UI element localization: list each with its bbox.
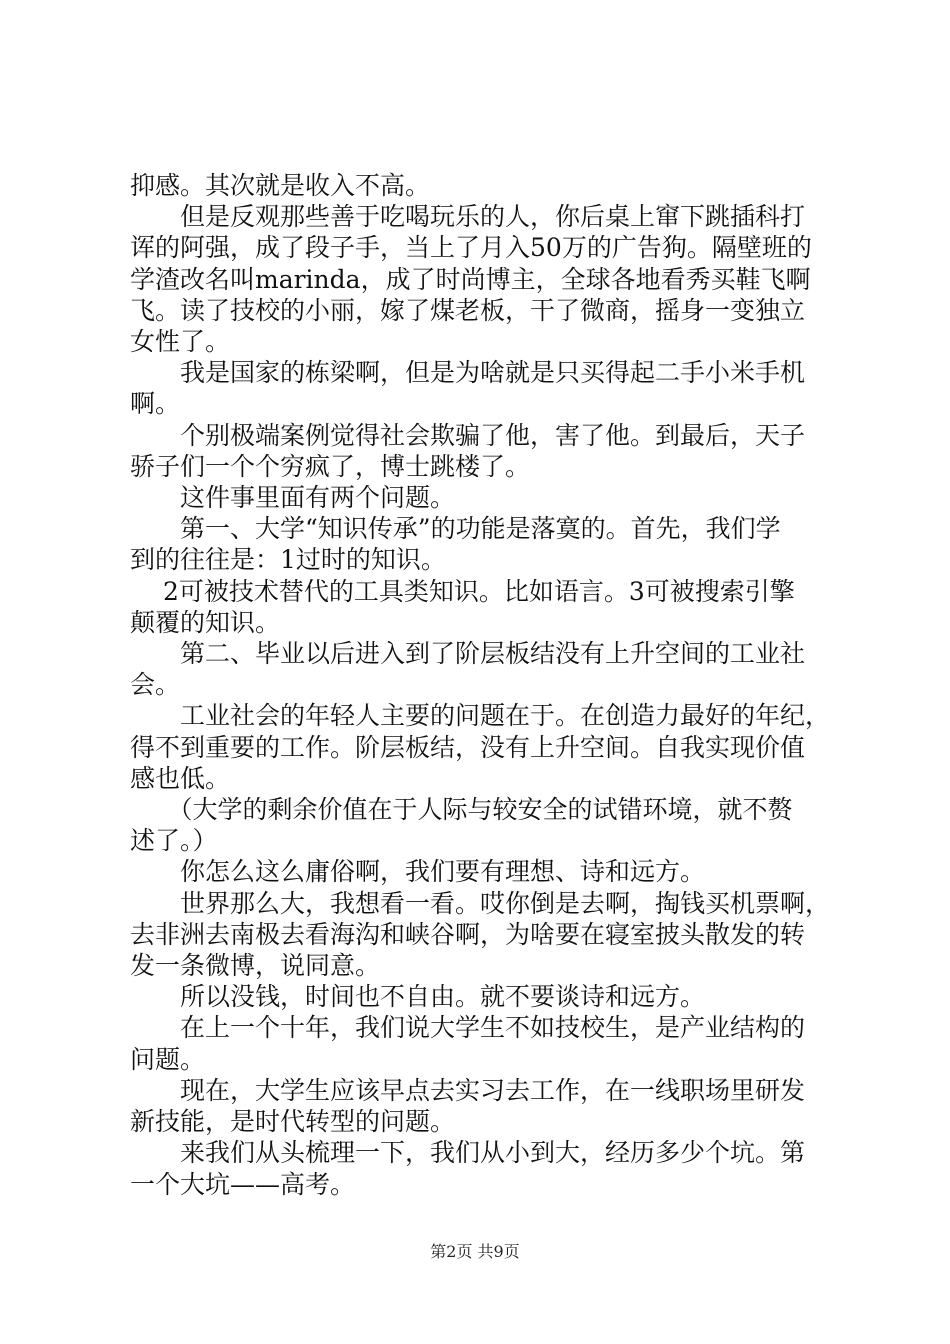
paragraph: 抑感。其次就是收入不高。 xyxy=(130,171,431,200)
paragraph: 工业社会的年轻人主要的问题在于。在创造力最好的年纪， 得不到重要的工作。阶层板结，没有上升空间。自我实现价值 感也低。 xyxy=(130,701,831,793)
paragraph: 在上一个十年，我们说大学生不如技校生，是产业结构的 问题。 xyxy=(130,1013,806,1074)
paragraph: 我是国家的栋梁啊，但是为啥就是只买得起二手小米手机 啊。 xyxy=(130,358,806,419)
paragraph: 这件事里面有两个问题。 xyxy=(130,483,456,513)
document-body xyxy=(130,170,830,1200)
page-number-footer: 第2页 共9页 xyxy=(430,1242,520,1261)
paragraph: 来我们从头梳理一下，我们从小到大，经历多少个坑。第 一个大坑——高考。 xyxy=(130,1138,806,1199)
paragraph: （大学的剩余价值在于人际与较安全的试错环境，就不赘 述了。） xyxy=(130,795,793,856)
paragraph: 现在，大学生应该早点去实习去工作，在一线职场里研发 新技能，是时代转型的问题。 xyxy=(130,1075,806,1137)
paragraph: 但是反观那些善于吃喝玩乐的人，你后桌上窜下跳插科打 诨的阿强，成了段子手，当上了月入50万的广告狗。隔壁班的 学渣改名叫marinda，成了时尚博主，全球各地看秀买鞋飞啊 飞。读了技校的小丽，嫁了煤老板，干了微商，摇身一变独立 女性了。 xyxy=(130,202,812,357)
paragraph: 世界那么大，我想看一看。哎你倒是去啊，掏钱买机票啊， 去非洲去南极去看海沟和峡谷啊，为啥要在寝室披头散发的转 发一条微博，说同意。 xyxy=(130,888,831,981)
paragraph: 你怎么这么庸俗啊，我们要有理想、诗和远方。 xyxy=(130,857,706,887)
paragraph: 第一、大学“知识传承”的功能是落寞的。首先，我们学 到的往往是：1过时的知识。 xyxy=(130,514,781,575)
paragraph: 第二、毕业以后进入到了阶层板结没有上升空间的工业社 会。 xyxy=(130,639,806,700)
paragraph: 所以没钱，时间也不自由。就不要谈诗和远方。 xyxy=(130,982,706,1012)
paragraph: 个别极端案例觉得社会欺骗了他，害了他。到最后，天子 骄子们一个个穷疯了，博士跳楼了。 xyxy=(130,420,806,481)
paragraph: 2可被技术替代的工具类知识。比如语言。3可被搜索引擎 颠覆的知识。 xyxy=(130,576,795,637)
